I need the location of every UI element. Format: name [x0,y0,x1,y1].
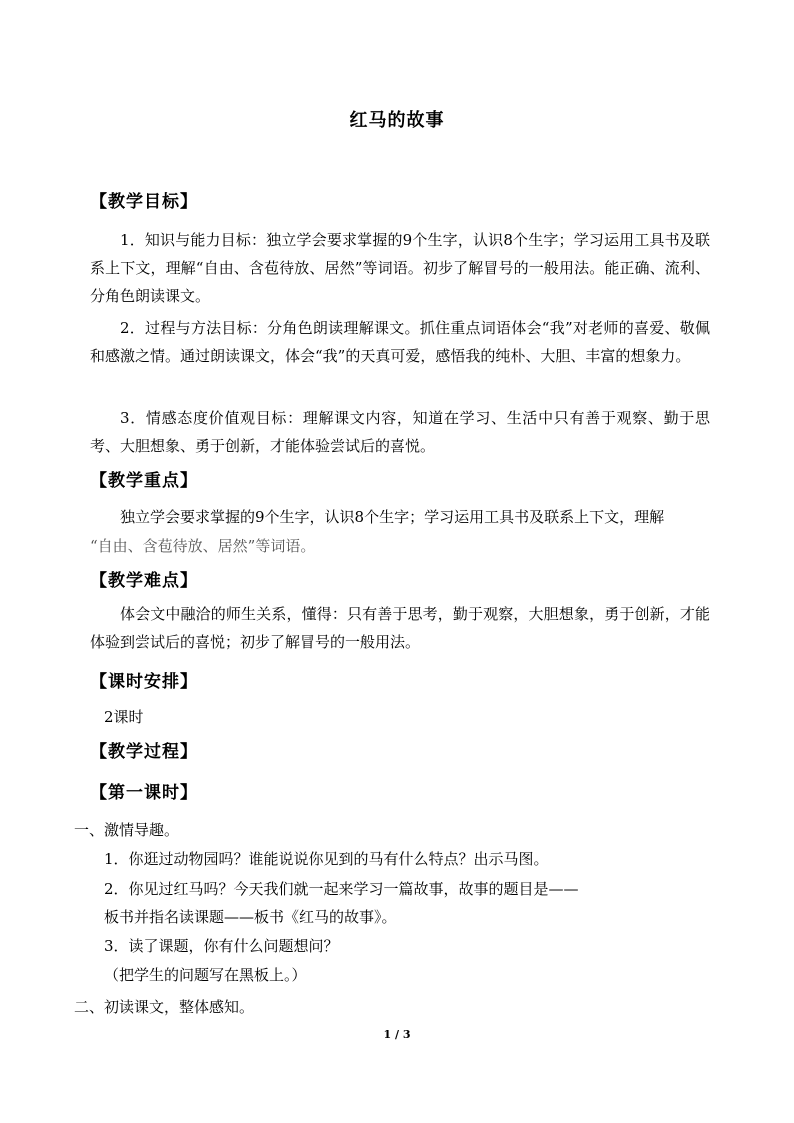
step-1-question-3-note: （把学生的问题写在黑板上。） [104,966,307,984]
heading-key-points: 【教学重点】 [90,471,198,491]
step-1-question-2-note: 板书并指名读课题——板书《红马的故事》。 [104,908,397,926]
goal-paragraph-3: 3．情感态度价值观目标：理解课文内容，知道在学习、生活中只有善于观察、勤于思考、大胆想象、勇于创新，才能体验尝试后的喜悦。 [90,409,710,455]
step-1-question-1: 1．你逛过动物园吗？谁能说说你见到的马有什么特点？出示马图。 [104,850,549,868]
step-1-question-2: 2．你见过红马吗？今天我们就一起来学习一篇故事，故事的题目是—— [104,880,579,898]
goal-paragraph-2: 2．过程与方法目标：分角色朗读理解课文。抓住重点词语体会“我”对老师的喜爱、敬佩和感激之情。通过朗读课文，体会“我”的天真可爱，感悟我的纯朴、大胆、丰富的想象力。 [90,319,710,365]
document-title: 红马的故事 [349,110,445,131]
page-number: 1 / 3 [383,1028,411,1041]
schedule-text: 2课时 [104,708,144,726]
heading-teaching-goals: 【教学目标】 [90,192,198,212]
goal-paragraph-1: 1．知识与能力目标：独立学会要求掌握的9个生字，认识8个生字；学习运用工具书及联系上下文，理解“自由、含苞待放、居然”等词语。初步了解冒号的一般用法。能正确、流利、分角色朗读课文。 [90,231,710,305]
heading-schedule: 【课时安排】 [90,672,198,692]
difficulties-paragraph: 体会文中融洽的师生关系，懂得：只有善于思考，勤于观察，大胆想象，勇于创新，才能体验到尝试后的喜悦；初步了解冒号的一般用法。 [90,605,710,651]
step-1-question-3: 3．读了课题，你有什么问题想问？ [104,937,339,955]
key-points-text-line1: 独立学会要求掌握的9个生字，认识8个生字；学习运用工具书及联系上下文，理解 [120,508,665,526]
heading-difficulties: 【教学难点】 [90,571,198,591]
heading-teaching-process: 【教学过程】 [90,742,198,762]
key-points-text-line2: “自由、含苞待放、居然”等词语。 [90,537,316,555]
step-2-heading: 二、初读课文，整体感知。 [74,998,255,1016]
step-1-heading: 一、激情导趣。 [74,821,180,839]
heading-first-lesson: 【第一课时】 [90,783,198,803]
